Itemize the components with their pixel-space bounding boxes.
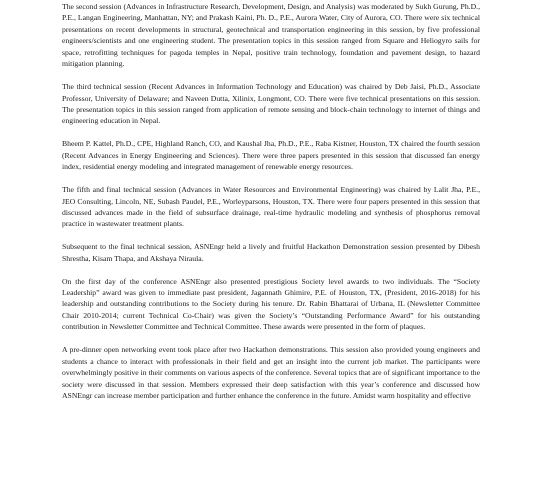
paragraph-awards: On the first day of the conference ASNEngr also presented prestigious Society level awards to two individuals. The “Society Leadership” award was given to immediate past president, Jagannath Ghimire, P.E. of Houston, TX, (President, 2016-2018) for his leadership and outstanding contributions to the Society during his tenure. Dr. Rabin Bhattarai of Urbana, IL (Newsletter Committee Chair 2010-2014; current Technical Co-Chair) was given the Society’s “Outstanding Performance Award” for his outstanding contribution in Newsletter Committee and Technical Committee. These awards were presented in the form of plaques. (62, 276, 480, 332)
paragraph-third-session: The third technical session (Recent Advances in Information Technology and Education) was chaired by Deb Jaisi, Ph.D., Associate Professor, University of Delaware; and Naveen Dutta, Xilinix, Longmont, CO. There were five technical presentations on this session. The presentation topics in this session ranged from application of remote sensing and block-chain technology to internet of things and engineering education in Nepal. (62, 82, 480, 126)
paragraph-fourth-session: Bheem P. Kattel, Ph.D., CPE, Highland Ranch, CO, and Kaushal Jha, Ph.D., P.E., Raba Kistner, Houston, TX chaired the fourth session (Recent Advances in Energy Engineering and Sciences). There were three papers presented in this session that discussed fan energy index, residential energy modeling and integrated management of renewable energy resources. (62, 139, 480, 172)
paragraph-second-session: The second session (Advances in Infrastructure Research, Development, Design, and Analysis) was moderated by Sukh Gurung, Ph.D., P.E., Langan Engineering, Manhattan, NY; and Prakash Kaini, Ph. D., P.E., Aurora Water, City of Aurora, CO. There were six technical presentations on recent developments in structural, geotechnical and transportation engineering in this session, by five professional engineers/scientists and one engineering student. The presentation topics in this session ranged from Square and Heliogyro sails for space, retrofitting techniques for pagoda temples in Nepal, positive train technology, foundation and pavement design, to hazard mitigation planning. (62, 2, 480, 69)
paragraph-fifth-session: The fifth and final technical session (Advances in Water Resources and Environmental Engineering) was chaired by Lalit Jha, P.E., JEO Consulting, Lincoln, NE, Subash Paudel, P.E., Worleyparsons, Houston, TX. There were four papers presented in this session that discussed advances made in the field of subsurface drainage, real-time hydraulic modeling and synthesis of phosphorus removal practice in wastewater treatment plants. (62, 185, 480, 229)
paragraph-hackathon: Subsequent to the final technical session, ASNEngr held a lively and fruitful Hackathon Demonstration session presented by Dibesh Shrestha, Kisam Thapa, and Akshaya Niraula. (62, 242, 480, 263)
paragraph-networking: A pre-dinner open networking event took place after two Hackathon demonstrations. This session also provided young engineers and students a chance to interact with professionals in their field and get an insight into the current job market. The participants were overwhelmingly positive in their comments on various aspects of the conference. Several topics that are of significant importance to the society were discussed in that session. Members expressed their deep satisfaction with this year’s conference and discussed how ASNEngr can increase member participation and further enhance the conference in the future. Amidst warm hospitality and effective (62, 345, 480, 401)
document-body (62, 1, 480, 413)
